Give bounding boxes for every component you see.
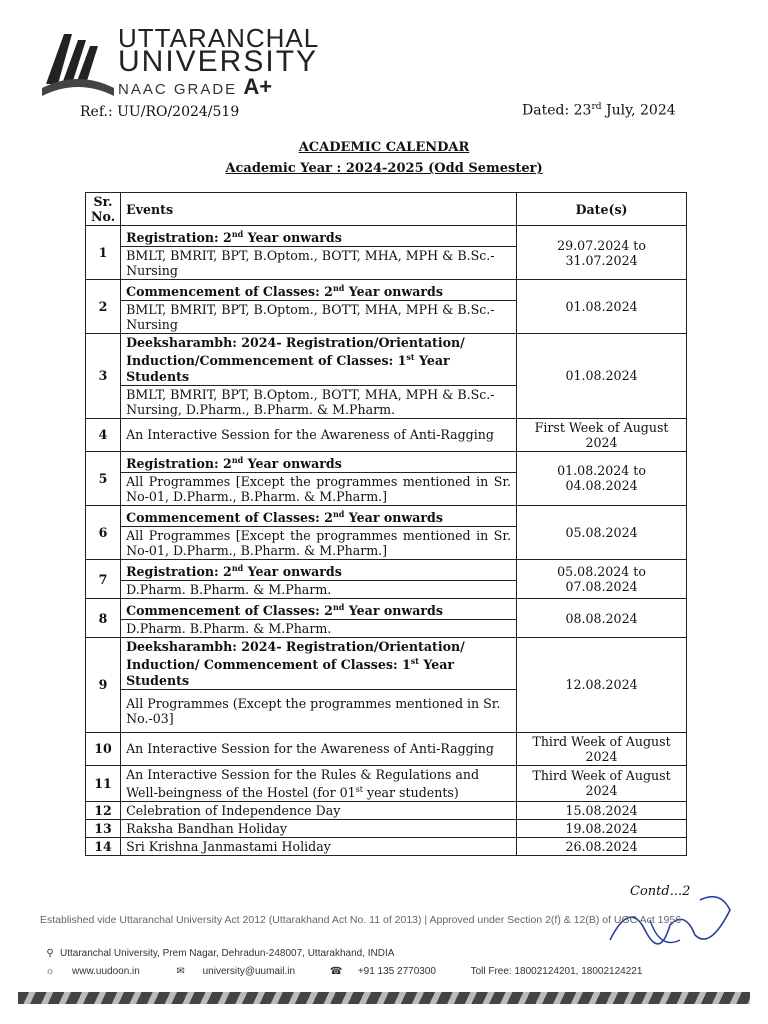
table-row (86, 732, 687, 765)
university-name (118, 23, 320, 78)
table-row (86, 819, 687, 837)
org-line2: UNIVERSITY (118, 45, 319, 78)
row-sr: 7 (86, 559, 121, 598)
row-sr: 9 (86, 638, 121, 732)
row-date: Third Week of August 2024 (517, 765, 687, 801)
row-date: 26.08.2024 (517, 837, 687, 855)
contact-line (44, 966, 658, 977)
row-event-detail: All Programmes [Except the programmes mentioned in Sr. No-01, D.Pharm., B.Pharm. & M.Pharm.] (121, 472, 517, 505)
row-date: 15.08.2024 (517, 801, 687, 819)
document-title: ACADEMIC CALENDAR (298, 140, 470, 155)
org-line1: UTTARANCHAL (118, 23, 320, 53)
table-row (86, 334, 687, 385)
location-pin-icon: ⚲ (46, 948, 54, 959)
row-event-detail: BMLT, BMRIT, BPT, B.Optom., BOTT, MHA, MPH & B.Sc.-Nursing (121, 301, 517, 334)
row-event-heading: Deeksharambh: 2024- Registration/Orientation/ Induction/ Commencement of Classes: 1st Year Students (121, 638, 517, 689)
address-line (44, 948, 394, 959)
row-event-text: Sri Krishna Janmastami Holiday (121, 837, 517, 855)
row-date: 01.08.2024 (517, 334, 687, 418)
row-event-detail: D.Pharm. B.Pharm. & M.Pharm. (121, 581, 517, 599)
col-events-header: Events (121, 193, 517, 226)
row-event-heading: Registration: 2nd Year onwards (121, 226, 517, 247)
row-sr: 2 (86, 280, 121, 334)
row-event-heading: Deeksharambh: 2024- Registration/Orientation/ Induction/Commencement of Classes: 1st Year Students (121, 334, 517, 385)
row-sr: 14 (86, 837, 121, 855)
row-date: 12.08.2024 (517, 638, 687, 732)
row-sr: 1 (86, 226, 121, 280)
row-date: 19.08.2024 (517, 819, 687, 837)
table-row (86, 837, 687, 855)
naac-grade-value: A+ (243, 74, 273, 99)
row-sr: 12 (86, 801, 121, 819)
footer-band (18, 992, 750, 1004)
row-date: 08.08.2024 (517, 599, 687, 638)
naac-grade (118, 74, 272, 100)
row-event-heading: Registration: 2nd Year onwards (121, 559, 517, 580)
row-sr: 13 (86, 819, 121, 837)
table-row (86, 638, 687, 689)
row-date: 29.07.2024 to 31.07.2024 (517, 226, 687, 280)
row-event-text: An Interactive Session for the Awareness of Anti-Ragging (121, 732, 517, 765)
tollfree-contact: Toll Free: 18002124201, 18002124221 (470, 966, 643, 977)
phone-contact: ☎ +91 135 2770300 (329, 966, 436, 977)
row-event-detail: All Programmes (Except the programmes mentioned in Sr. No.-03] (121, 689, 517, 732)
row-event-heading: Registration: 2nd Year onwards (121, 451, 517, 472)
row-sr: 4 (86, 418, 121, 451)
document-subtitle: Academic Year : 2024-2025 (Odd Semester) (225, 161, 543, 176)
col-sr-header: Sr. No. (86, 193, 121, 226)
web-contact[interactable]: ☼ www.uudoon.in (45, 966, 140, 977)
row-event-detail: All Programmes [Except the programmes mentioned in Sr. No-01, D.Pharm., B.Pharm. & M.Pharm.] (121, 526, 517, 559)
row-event-detail: BMLT, BMRIT, BPT, B.Optom., BOTT, MHA, MPH & B.Sc.-Nursing (121, 247, 517, 280)
date-prefix: Dated: 23 (522, 102, 592, 119)
globe-icon: ☼ (45, 966, 55, 977)
logo-emblem-icon (42, 26, 114, 98)
row-sr: 3 (86, 334, 121, 418)
reference-number: Ref.: UU/RO/2024/519 (80, 104, 240, 120)
mail-icon: ✉ (176, 966, 185, 977)
table-row (86, 505, 687, 526)
row-sr: 5 (86, 451, 121, 505)
table-row (86, 559, 687, 580)
table-row (86, 599, 687, 620)
table-row (86, 801, 687, 819)
row-event-detail: D.Pharm. B.Pharm. & M.Pharm. (121, 620, 517, 638)
university-logo (42, 22, 320, 102)
date-line (522, 102, 676, 119)
row-event-text: An Interactive Session for the Awareness of Anti-Ragging (121, 418, 517, 451)
continued-note: Contd...2 (630, 884, 691, 899)
row-event-heading: Commencement of Classes: 2nd Year onwards (121, 505, 517, 526)
date-sup: rd (591, 102, 602, 112)
row-date: Third Week of August 2024 (517, 732, 687, 765)
table-row (86, 765, 687, 801)
table-row (86, 280, 687, 301)
row-date: First Week of August 2024 (517, 418, 687, 451)
legal-footer: Established vide Uttaranchal University Act 2012 (Uttarakhand Act No. 11 of 2013) | Approved under Section 2(f) & 12(B) of UGC Act 1956 (40, 914, 682, 926)
date-suffix: July, 2024 (601, 102, 676, 119)
address-text: Uttaranchal University, Prem Nagar, Dehradun-248007, Uttarakhand, INDIA (60, 948, 395, 959)
row-event-text: Raksha Bandhan Holiday (121, 819, 517, 837)
table-row (86, 226, 687, 247)
row-event-heading: Commencement of Classes: 2nd Year onwards (121, 280, 517, 301)
row-event-heading: Commencement of Classes: 2nd Year onwards (121, 599, 517, 620)
row-date: 01.08.2024 to 04.08.2024 (517, 451, 687, 505)
row-sr: 11 (86, 765, 121, 801)
row-sr: 10 (86, 732, 121, 765)
col-dates-header: Date(s) (517, 193, 687, 226)
phone-icon: ☎ (329, 966, 343, 977)
row-date: 05.08.2024 (517, 505, 687, 559)
row-event-text: An Interactive Session for the Rules & Regulations and Well-beingness of the Hostel (for 01st year students) (121, 765, 517, 801)
table-row (86, 451, 687, 472)
naac-text: NAAC GRADE (118, 81, 238, 98)
table-header-row (86, 193, 687, 226)
row-date: 01.08.2024 (517, 280, 687, 334)
email-contact[interactable]: ✉ university@uumail.in (176, 966, 296, 977)
row-date: 05.08.2024 to 07.08.2024 (517, 559, 687, 598)
row-sr: 6 (86, 505, 121, 559)
table-row (86, 418, 687, 451)
row-event-text: Celebration of Independence Day (121, 801, 517, 819)
calendar-table (85, 192, 687, 856)
row-event-detail: BMLT, BMRIT, BPT, B.Optom., BOTT, MHA, MPH & B.Sc.-Nursing, D.Pharm., B.Pharm. & M.Pharm. (121, 385, 517, 418)
row-sr: 8 (86, 599, 121, 638)
